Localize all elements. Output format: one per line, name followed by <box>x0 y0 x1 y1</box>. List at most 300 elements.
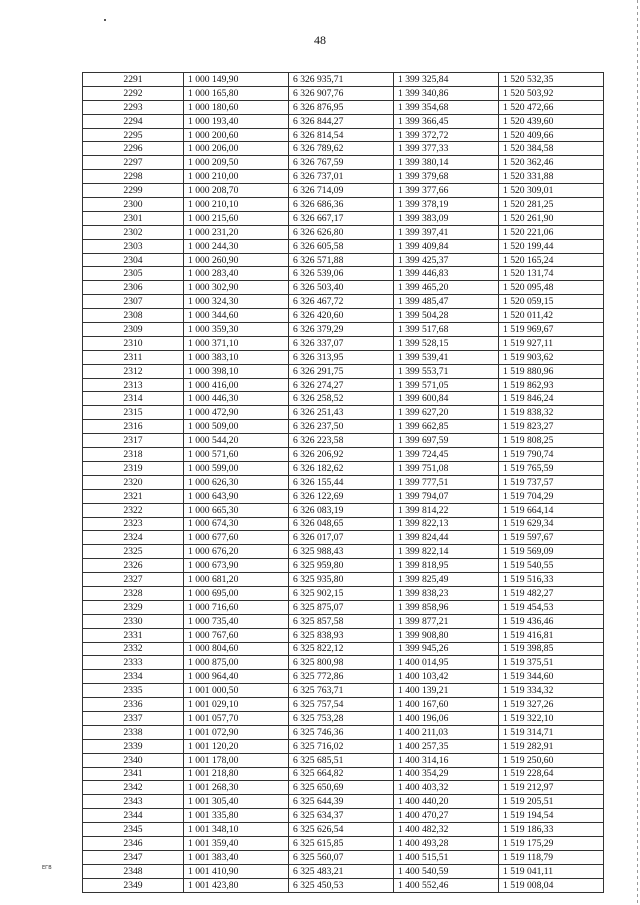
coordinate-cell: 1 520 281,25 <box>499 198 604 212</box>
coordinate-cell: 6 325 988,43 <box>289 545 394 559</box>
coordinate-cell: 1 519 629,34 <box>499 517 604 531</box>
table-row <box>83 239 604 253</box>
coordinate-cell: 1 000 446,30 <box>184 392 289 406</box>
table-row <box>83 698 604 712</box>
coordinate-cell: 1 399 662,85 <box>394 420 499 434</box>
point-number-cell: 2302 <box>83 225 184 239</box>
point-number-cell: 2299 <box>83 184 184 198</box>
coordinate-cell: 1 001 178,00 <box>184 753 289 767</box>
coordinate-cell: 1 000 215,60 <box>184 211 289 225</box>
point-number-cell: 2318 <box>83 448 184 462</box>
coordinate-cell: 6 326 814,54 <box>289 128 394 142</box>
coordinate-cell: 1 520 131,74 <box>499 267 604 281</box>
coordinate-cell: 1 000 344,60 <box>184 309 289 323</box>
coordinate-cell: 1 519 398,85 <box>499 642 604 656</box>
point-number-cell: 2346 <box>83 836 184 850</box>
coordinate-cell: 6 326 274,27 <box>289 378 394 392</box>
table-row <box>83 628 604 642</box>
table-row <box>83 586 604 600</box>
coordinate-cell: 1 519 228,64 <box>499 767 604 781</box>
coordinate-cell: 1 001 072,90 <box>184 725 289 739</box>
coordinate-cell: 6 326 789,62 <box>289 142 394 156</box>
coordinate-cell: 1 519 314,71 <box>499 725 604 739</box>
table-row <box>83 128 604 142</box>
coordinate-cell: 1 519 436,46 <box>499 614 604 628</box>
coordinate-cell: 1 399 372,72 <box>394 128 499 142</box>
coordinate-cell: 1 399 945,26 <box>394 642 499 656</box>
coordinate-cell: 1 520 199,44 <box>499 239 604 253</box>
coordinate-cell: 1 000 210,10 <box>184 198 289 212</box>
point-number-cell: 2338 <box>83 725 184 739</box>
coordinate-cell: 6 326 907,76 <box>289 86 394 100</box>
table-row <box>83 573 604 587</box>
coordinate-cell: 6 326 206,92 <box>289 448 394 462</box>
table-row <box>83 142 604 156</box>
coordinate-cell: 1 399 366,45 <box>394 114 499 128</box>
coordinate-cell: 1 520 384,58 <box>499 142 604 156</box>
coordinate-cell: 1 520 095,48 <box>499 281 604 295</box>
table-row <box>83 809 604 823</box>
coordinate-cell: 1 400 014,95 <box>394 656 499 670</box>
point-number-cell: 2303 <box>83 239 184 253</box>
coordinate-cell: 1 000 626,30 <box>184 475 289 489</box>
point-number-cell: 2345 <box>83 823 184 837</box>
coordinate-cell: 1 399 377,66 <box>394 184 499 198</box>
coordinate-cell: 6 325 763,71 <box>289 684 394 698</box>
coordinate-cell: 1 001 268,30 <box>184 781 289 795</box>
table-row <box>83 725 604 739</box>
coordinate-cell: 6 325 838,93 <box>289 628 394 642</box>
coordinate-cell: 6 326 737,01 <box>289 170 394 184</box>
coordinate-cell: 6 326 313,95 <box>289 350 394 364</box>
coordinate-cell: 1 000 359,30 <box>184 323 289 337</box>
coordinate-cell: 1 400 196,06 <box>394 711 499 725</box>
coordinate-cell: 1 400 540,59 <box>394 864 499 878</box>
point-number-cell: 2323 <box>83 517 184 531</box>
point-number-cell: 2336 <box>83 698 184 712</box>
point-number-cell: 2320 <box>83 475 184 489</box>
point-number-cell: 2305 <box>83 267 184 281</box>
coordinate-cell: 6 325 664,82 <box>289 767 394 781</box>
table-row <box>83 614 604 628</box>
coordinate-cell: 6 325 753,28 <box>289 711 394 725</box>
point-number-cell: 2308 <box>83 309 184 323</box>
coordinate-cell: 6 326 876,95 <box>289 100 394 114</box>
point-number-cell: 2343 <box>83 795 184 809</box>
coordinate-cell: 1 399 822,13 <box>394 517 499 531</box>
scan-speck <box>104 19 106 21</box>
coordinate-cell: 1 399 528,15 <box>394 336 499 350</box>
point-number-cell: 2339 <box>83 739 184 753</box>
coordinate-cell: 1 519 482,27 <box>499 586 604 600</box>
table-row <box>83 864 604 878</box>
coordinate-cell: 1 519 969,67 <box>499 323 604 337</box>
coordinate-cell: 6 325 959,80 <box>289 559 394 573</box>
coordinate-cell: 1 399 397,41 <box>394 225 499 239</box>
table-row <box>83 781 604 795</box>
coordinate-cell: 6 326 667,17 <box>289 211 394 225</box>
coordinate-cell: 1 519 765,59 <box>499 461 604 475</box>
table-row <box>83 850 604 864</box>
coordinate-cell: 1 000 398,10 <box>184 364 289 378</box>
coordinate-cell: 1 000 416,00 <box>184 378 289 392</box>
table-row <box>83 739 604 753</box>
table-row <box>83 225 604 239</box>
coordinate-cell: 1 520 221,06 <box>499 225 604 239</box>
coordinate-cell: 1 520 362,46 <box>499 156 604 170</box>
coordinate-cell: 1 519 212,97 <box>499 781 604 795</box>
coordinate-cell: 1 520 059,15 <box>499 295 604 309</box>
coordinate-cell: 1 399 425,37 <box>394 253 499 267</box>
coordinate-cell: 6 325 875,07 <box>289 600 394 614</box>
point-number-cell: 2328 <box>83 586 184 600</box>
table-row <box>83 295 604 309</box>
coordinate-cell: 1 519 540,55 <box>499 559 604 573</box>
coordinate-cell: 1 000 676,20 <box>184 545 289 559</box>
coordinate-cell: 6 325 822,12 <box>289 642 394 656</box>
coordinate-cell: 1 519 664,14 <box>499 503 604 517</box>
table-row <box>83 184 604 198</box>
coordinate-cell: 1 519 344,60 <box>499 670 604 684</box>
point-number-cell: 2344 <box>83 809 184 823</box>
coordinate-cell: 1 000 200,60 <box>184 128 289 142</box>
coordinate-cell: 6 326 182,62 <box>289 461 394 475</box>
coordinate-cell: 1 000 209,50 <box>184 156 289 170</box>
point-number-cell: 2292 <box>83 86 184 100</box>
point-number-cell: 2337 <box>83 711 184 725</box>
point-number-cell: 2347 <box>83 850 184 864</box>
coordinate-cell: 6 326 379,29 <box>289 323 394 337</box>
coordinate-cell: 6 325 857,58 <box>289 614 394 628</box>
point-number-cell: 2301 <box>83 211 184 225</box>
coordinate-cell: 1 000 193,40 <box>184 114 289 128</box>
coordinate-cell: 1 000 383,10 <box>184 350 289 364</box>
coordinate-cell: 1 520 331,88 <box>499 170 604 184</box>
coordinate-cell: 1 000 599,00 <box>184 461 289 475</box>
coordinate-cell: 6 325 644,39 <box>289 795 394 809</box>
coordinate-cell: 1 000 302,90 <box>184 281 289 295</box>
point-number-cell: 2325 <box>83 545 184 559</box>
coordinate-cell: 1 400 167,60 <box>394 698 499 712</box>
coordinate-cell: 1 519 008,04 <box>499 878 604 892</box>
coordinate-cell: 1 519 194,54 <box>499 809 604 823</box>
coordinate-cell: 1 519 903,62 <box>499 350 604 364</box>
coordinate-cell: 1 519 175,29 <box>499 836 604 850</box>
coordinate-cell: 1 000 371,10 <box>184 336 289 350</box>
coordinate-cell: 1 001 120,20 <box>184 739 289 753</box>
coordinate-cell: 1 519 516,33 <box>499 573 604 587</box>
coordinate-cell: 1 000 695,00 <box>184 586 289 600</box>
table-row <box>83 642 604 656</box>
table-row <box>83 517 604 531</box>
point-number-cell: 2341 <box>83 767 184 781</box>
coordinate-cell: 1 000 283,40 <box>184 267 289 281</box>
coordinate-cell: 1 519 823,27 <box>499 420 604 434</box>
coordinate-cell: 1 399 838,23 <box>394 586 499 600</box>
coordinate-cell: 1 399 777,51 <box>394 475 499 489</box>
table-row <box>83 545 604 559</box>
point-number-cell: 2333 <box>83 656 184 670</box>
table-row <box>83 350 604 364</box>
coordinate-cell: 1 000 665,30 <box>184 503 289 517</box>
table-row <box>83 489 604 503</box>
coordinate-cell: 1 399 822,14 <box>394 545 499 559</box>
coordinate-cell: 1 000 231,20 <box>184 225 289 239</box>
table-row <box>83 156 604 170</box>
coordinate-cell: 1 399 858,96 <box>394 600 499 614</box>
coordinate-cell: 1 000 716,60 <box>184 600 289 614</box>
coordinate-cell: 1 000 509,00 <box>184 420 289 434</box>
coordinate-cell: 1 519 118,79 <box>499 850 604 864</box>
table-row <box>83 795 604 809</box>
coordinate-cell: 1 520 472,66 <box>499 100 604 114</box>
coordinate-cell: 1 000 804,60 <box>184 642 289 656</box>
table-row <box>83 531 604 545</box>
point-number-cell: 2319 <box>83 461 184 475</box>
coordinate-cell: 1 001 305,40 <box>184 795 289 809</box>
table-row <box>83 475 604 489</box>
point-number-cell: 2312 <box>83 364 184 378</box>
coordinate-cell: 6 326 017,07 <box>289 531 394 545</box>
coordinate-cell: 1 000 643,90 <box>184 489 289 503</box>
coordinate-cell: 1 001 218,80 <box>184 767 289 781</box>
coordinate-cell: 1 399 354,68 <box>394 100 499 114</box>
point-number-cell: 2327 <box>83 573 184 587</box>
coordinate-cell: 1 520 439,60 <box>499 114 604 128</box>
coordinate-cell: 6 325 634,37 <box>289 809 394 823</box>
coordinate-cell: 1 000 324,30 <box>184 295 289 309</box>
coordinate-cell: 1 399 553,71 <box>394 364 499 378</box>
coordinate-cell: 1 399 517,68 <box>394 323 499 337</box>
table-row <box>83 198 604 212</box>
coordinate-cell: 6 326 539,06 <box>289 267 394 281</box>
table-row <box>83 309 604 323</box>
point-number-cell: 2307 <box>83 295 184 309</box>
coordinate-cell: 6 326 714,09 <box>289 184 394 198</box>
point-number-cell: 2332 <box>83 642 184 656</box>
table-row <box>83 711 604 725</box>
coordinate-cell: 1 399 504,28 <box>394 309 499 323</box>
coordinate-cell: 1 519 375,51 <box>499 656 604 670</box>
table-row <box>83 461 604 475</box>
coordinate-cell: 1 001 000,50 <box>184 684 289 698</box>
coordinate-cell: 6 325 935,80 <box>289 573 394 587</box>
coordinate-cell: 1 400 552,46 <box>394 878 499 892</box>
coordinate-cell: 6 326 935,71 <box>289 73 394 87</box>
coordinate-cell: 6 326 467,72 <box>289 295 394 309</box>
coordinate-cell: 6 326 291,75 <box>289 364 394 378</box>
table-row <box>83 86 604 100</box>
coordinate-cell: 1 400 211,03 <box>394 725 499 739</box>
point-number-cell: 2293 <box>83 100 184 114</box>
point-number-cell: 2342 <box>83 781 184 795</box>
table-row <box>83 406 604 420</box>
table-row <box>83 114 604 128</box>
coordinate-cell: 1 001 423,80 <box>184 878 289 892</box>
table-body <box>83 73 604 893</box>
coordinate-cell: 1 399 571,05 <box>394 378 499 392</box>
point-number-cell: 2335 <box>83 684 184 698</box>
table-row <box>83 448 604 462</box>
coordinate-cell: 6 326 626,80 <box>289 225 394 239</box>
point-number-cell: 2314 <box>83 392 184 406</box>
table-row <box>83 281 604 295</box>
coordinate-cell: 1 400 403,32 <box>394 781 499 795</box>
coordinate-cell: 1 519 327,26 <box>499 698 604 712</box>
table-row <box>83 392 604 406</box>
table-row <box>83 434 604 448</box>
table-row <box>83 767 604 781</box>
table-row <box>83 364 604 378</box>
coordinate-cell: 1 000 180,60 <box>184 100 289 114</box>
coordinate-cell: 1 000 674,30 <box>184 517 289 531</box>
point-number-cell: 2315 <box>83 406 184 420</box>
coordinate-cell: 1 519 790,74 <box>499 448 604 462</box>
table-row <box>83 503 604 517</box>
coordinate-cell: 1 399 379,68 <box>394 170 499 184</box>
coordinate-cell: 1 400 257,35 <box>394 739 499 753</box>
table-row <box>83 600 604 614</box>
table-row <box>83 253 604 267</box>
table-row <box>83 170 604 184</box>
coordinate-cell: 1 000 673,90 <box>184 559 289 573</box>
table-row <box>83 684 604 698</box>
table-row <box>83 656 604 670</box>
coordinate-cell: 1 000 767,60 <box>184 628 289 642</box>
point-number-cell: 2321 <box>83 489 184 503</box>
point-number-cell: 2300 <box>83 198 184 212</box>
table-row <box>83 73 604 87</box>
coordinate-cell: 6 326 251,43 <box>289 406 394 420</box>
table-row <box>83 378 604 392</box>
coordinate-cell: 1 519 846,24 <box>499 392 604 406</box>
coordinate-cell: 1 000 208,70 <box>184 184 289 198</box>
point-number-cell: 2309 <box>83 323 184 337</box>
table-row <box>83 670 604 684</box>
coordinate-cell: 1 519 282,91 <box>499 739 604 753</box>
table-row <box>83 836 604 850</box>
coordinate-cell: 6 326 844,27 <box>289 114 394 128</box>
coordinate-cell: 1 000 149,90 <box>184 73 289 87</box>
point-number-cell: 2329 <box>83 600 184 614</box>
coordinate-cell: 6 325 902,15 <box>289 586 394 600</box>
coordinate-cell: 6 326 237,50 <box>289 420 394 434</box>
coordinate-cell: 1 519 322,10 <box>499 711 604 725</box>
coordinate-cell: 1 000 571,60 <box>184 448 289 462</box>
coordinate-cell: 1 399 824,44 <box>394 531 499 545</box>
table-row <box>83 100 604 114</box>
coordinate-cell: 1 519 334,32 <box>499 684 604 698</box>
coordinate-cell: 1 399 539,41 <box>394 350 499 364</box>
point-number-cell: 2313 <box>83 378 184 392</box>
coordinate-cell: 1 000 544,20 <box>184 434 289 448</box>
coordinate-cell: 1 399 485,47 <box>394 295 499 309</box>
coordinate-cell: 6 326 686,36 <box>289 198 394 212</box>
coordinate-cell: 1 400 139,21 <box>394 684 499 698</box>
coordinate-cell: 1 399 600,84 <box>394 392 499 406</box>
coordinate-cell: 1 000 472,90 <box>184 406 289 420</box>
coordinate-cell: 1 001 057,70 <box>184 711 289 725</box>
coordinate-cell: 1 399 697,59 <box>394 434 499 448</box>
point-number-cell: 2322 <box>83 503 184 517</box>
scan-edge <box>637 0 638 905</box>
coordinate-cell: 6 325 615,85 <box>289 836 394 850</box>
coordinate-cell: 1 399 380,14 <box>394 156 499 170</box>
coordinate-cell: 1 519 186,33 <box>499 823 604 837</box>
coordinate-cell: 1 399 724,45 <box>394 448 499 462</box>
coordinate-cell: 1 399 325,84 <box>394 73 499 87</box>
coordinate-cell: 6 326 083,19 <box>289 503 394 517</box>
point-number-cell: 2311 <box>83 350 184 364</box>
coordinate-cell: 1 000 244,30 <box>184 239 289 253</box>
coordinate-cell: 1 000 260,90 <box>184 253 289 267</box>
point-number-cell: 2291 <box>83 73 184 87</box>
point-number-cell: 2317 <box>83 434 184 448</box>
coordinate-cell: 6 325 560,07 <box>289 850 394 864</box>
coordinate-cell: 1 000 210,00 <box>184 170 289 184</box>
table-row <box>83 878 604 892</box>
coordinate-cell: 1 000 681,20 <box>184 573 289 587</box>
coordinate-cell: 1 519 205,51 <box>499 795 604 809</box>
point-number-cell: 2331 <box>83 628 184 642</box>
coordinate-cell: 1 399 446,83 <box>394 267 499 281</box>
coordinate-cell: 1 399 814,22 <box>394 503 499 517</box>
coordinate-cell: 1 001 410,90 <box>184 864 289 878</box>
coordinate-cell: 6 326 122,69 <box>289 489 394 503</box>
coordinate-cell: 1 520 409,66 <box>499 128 604 142</box>
point-number-cell: 2295 <box>83 128 184 142</box>
coordinate-cell: 1 520 309,01 <box>499 184 604 198</box>
coordinate-cell: 6 326 223,58 <box>289 434 394 448</box>
coordinate-cell: 1 399 378,19 <box>394 198 499 212</box>
point-number-cell: 2294 <box>83 114 184 128</box>
coordinate-cell: 6 325 746,36 <box>289 725 394 739</box>
coordinate-cell: 1 001 348,10 <box>184 823 289 837</box>
coordinate-cell: 1 519 041,11 <box>499 864 604 878</box>
coordinate-cell: 6 326 571,88 <box>289 253 394 267</box>
coordinate-cell: 1 399 340,86 <box>394 86 499 100</box>
coordinate-cell: 1 000 735,40 <box>184 614 289 628</box>
coordinate-cell: 1 399 818,95 <box>394 559 499 573</box>
coordinate-cell: 1 519 597,67 <box>499 531 604 545</box>
coordinate-cell: 6 325 450,53 <box>289 878 394 892</box>
coordinate-cell: 6 326 767,59 <box>289 156 394 170</box>
coordinate-cell: 1 399 908,80 <box>394 628 499 642</box>
coordinate-cell: 1 519 808,25 <box>499 434 604 448</box>
coordinate-cell: 1 399 877,21 <box>394 614 499 628</box>
coordinate-cell: 1 400 440,20 <box>394 795 499 809</box>
coordinate-cell: 1 000 875,00 <box>184 656 289 670</box>
point-number-cell: 2310 <box>83 336 184 350</box>
footer-mark: ЕГВ <box>42 865 52 871</box>
table-row <box>83 267 604 281</box>
table-row <box>83 420 604 434</box>
coordinate-cell: 1 400 103,42 <box>394 670 499 684</box>
coordinate-cell: 6 325 800,98 <box>289 656 394 670</box>
table-row <box>83 336 604 350</box>
point-number-cell: 2316 <box>83 420 184 434</box>
coordinate-cell: 1 519 880,96 <box>499 364 604 378</box>
point-number-cell: 2296 <box>83 142 184 156</box>
coordinate-cell: 1 519 862,93 <box>499 378 604 392</box>
coordinate-cell: 6 325 716,02 <box>289 739 394 753</box>
coordinate-cell: 6 325 483,21 <box>289 864 394 878</box>
coordinate-cell: 1 519 454,53 <box>499 600 604 614</box>
table-row <box>83 211 604 225</box>
coordinate-cell: 1 519 737,57 <box>499 475 604 489</box>
coordinate-cell: 1 519 416,81 <box>499 628 604 642</box>
point-number-cell: 2306 <box>83 281 184 295</box>
